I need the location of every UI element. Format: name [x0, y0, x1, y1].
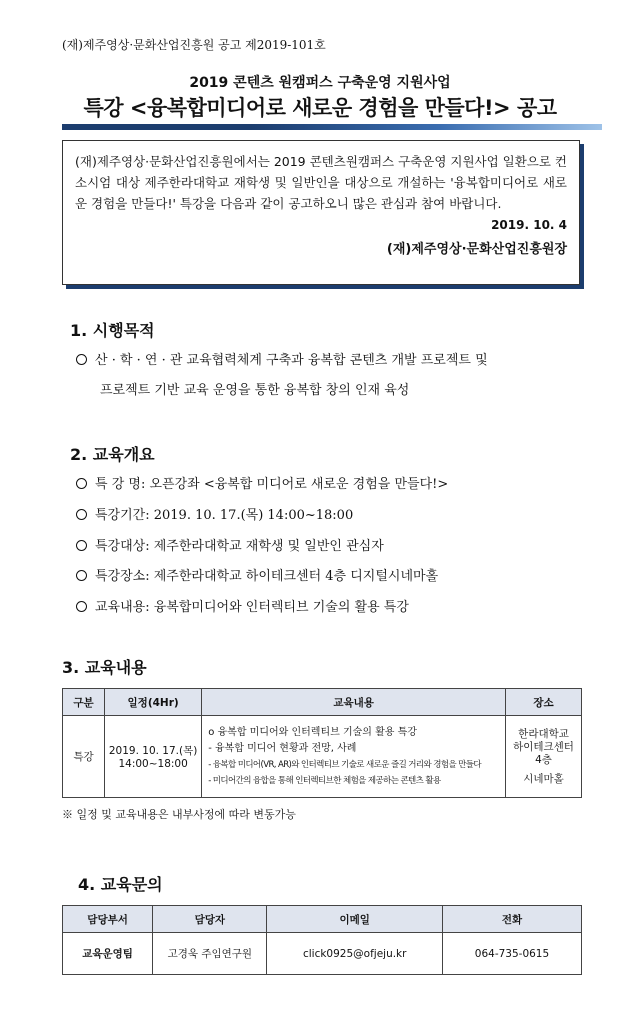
contact-person-cell: 고경욱 주임연구원	[153, 933, 267, 975]
schedule-date: 2019. 10. 17.(목)	[108, 745, 198, 757]
place-line: 4층	[535, 753, 552, 766]
section4-heading: 4. 교육문의	[78, 875, 163, 894]
content-line: - 융복합 미디어(VR, AR)와 인터렉티브 기술로 새로운 즐길 거리와 경험을 만들다	[208, 759, 481, 770]
content-line: - 융복합 미디어 현황과 전망, 사례	[208, 742, 357, 754]
table-row	[63, 716, 582, 798]
intro-organization: (재)제주영상·문화산업진흥원장	[386, 242, 567, 257]
notice-number: (재)제주영상·문화산업진흥원 공고 제2019-101호	[62, 38, 326, 52]
circle-bullet-icon	[76, 570, 87, 581]
intro-box	[62, 140, 580, 285]
intro-text: (재)제주영상·문화산업진흥원에서는 2019 콘텐츠원캠퍼스 구축운영 지원사업 일환으로 컨소시엄 대상 제주한라대학교 재학생 및 일반인을 대상으로 개설하는 '융복합미디어로 새로운 경험을 만들다!' 특강을 다음과 같이 공고하오니 많은 관심과 참여 바랍니다.	[75, 154, 568, 211]
section1-heading: 1. 시행목적	[70, 321, 155, 340]
schedule-note: ※ 일정 및 교육내용은 내부사정에 따라 변동가능	[62, 808, 296, 821]
column-header: 전화	[442, 906, 581, 933]
schedule-time: 14:00~18:00	[118, 758, 188, 770]
section1-bullet	[76, 349, 596, 368]
section3-heading: 3. 교육내용	[62, 658, 147, 677]
contact-table	[62, 905, 582, 975]
circle-bullet-icon	[76, 509, 87, 520]
place-line: 시네마홀	[523, 772, 564, 785]
column-header: 담당자	[153, 906, 267, 933]
place-cell	[506, 716, 582, 798]
section2-item-text: 특강대상: 제주한라대학교 재학생 및 일반인 관심자	[95, 539, 384, 554]
place-line: 하이테크센터	[513, 740, 574, 753]
phone-cell: 064-735-0615	[442, 933, 581, 975]
circle-bullet-icon	[76, 354, 87, 365]
section2-item	[76, 565, 438, 584]
department-cell: 교육운영팀	[63, 933, 153, 975]
content-cell	[202, 716, 506, 798]
section2-heading: 2. 교육개요	[70, 445, 155, 464]
section2-item	[76, 473, 448, 492]
circle-bullet-icon	[76, 478, 87, 489]
column-header: 담당부서	[63, 906, 153, 933]
circle-bullet-icon	[76, 540, 87, 551]
section2-item-text: 특 강 명: 오픈강좌 <융복합 미디어로 새로운 경험을 만들다!>	[95, 477, 449, 492]
place-line: 한라대학교	[518, 727, 569, 740]
column-header: 일정(4Hr)	[105, 689, 202, 716]
section2-item	[76, 535, 384, 554]
circle-bullet-icon	[76, 601, 87, 612]
column-header: 이메일	[267, 906, 442, 933]
section2-item	[76, 504, 353, 523]
section2-item-text: 교육내용: 융복합미디어와 인터렉티브 기술의 활용 특강	[95, 600, 409, 615]
section2-item-text: 특강장소: 제주한라대학교 하이테크센터 4층 디지털시네마홀	[95, 569, 439, 584]
schedule-cell	[105, 716, 202, 798]
content-line: o 융복합 미디어와 인터렉티브 기술의 활용 특강	[208, 726, 417, 738]
table-row	[63, 933, 582, 975]
intro-date: 2019. 10. 4	[491, 218, 567, 232]
column-header: 장소	[506, 689, 582, 716]
table-header-row	[63, 689, 582, 716]
content-line: - 미디어간의 융합을 통해 인터렉티브한 체험을 제공하는 콘텐츠 활용	[208, 775, 441, 786]
table-header-row	[63, 906, 582, 933]
category-cell: 특강	[63, 716, 105, 798]
column-header: 교육내용	[202, 689, 506, 716]
email-cell[interactable]: click0925@ofjeju.kr	[267, 933, 442, 975]
page-title: 특강 <융복합미디어로 새로운 경험을 만들다!> 공고	[83, 96, 557, 120]
section1-line1: 산 · 학 · 연 · 관 교육협력체계 구축과 융복합 콘텐츠 개발 프로젝트 및	[95, 353, 488, 368]
column-header: 구분	[63, 689, 105, 716]
section2-item	[76, 596, 409, 615]
section2-item-text: 특강기간: 2019. 10. 17.(목) 14:00~18:00	[95, 508, 354, 523]
title-underline-bar	[62, 124, 602, 130]
schedule-table	[62, 688, 582, 798]
subtitle: 2019 콘텐츠 원캠퍼스 구축운영 지원사업	[189, 75, 451, 91]
section1-line2: 프로젝트 기반 교육 운영을 통한 융복합 창의 인재 육성	[100, 383, 410, 398]
